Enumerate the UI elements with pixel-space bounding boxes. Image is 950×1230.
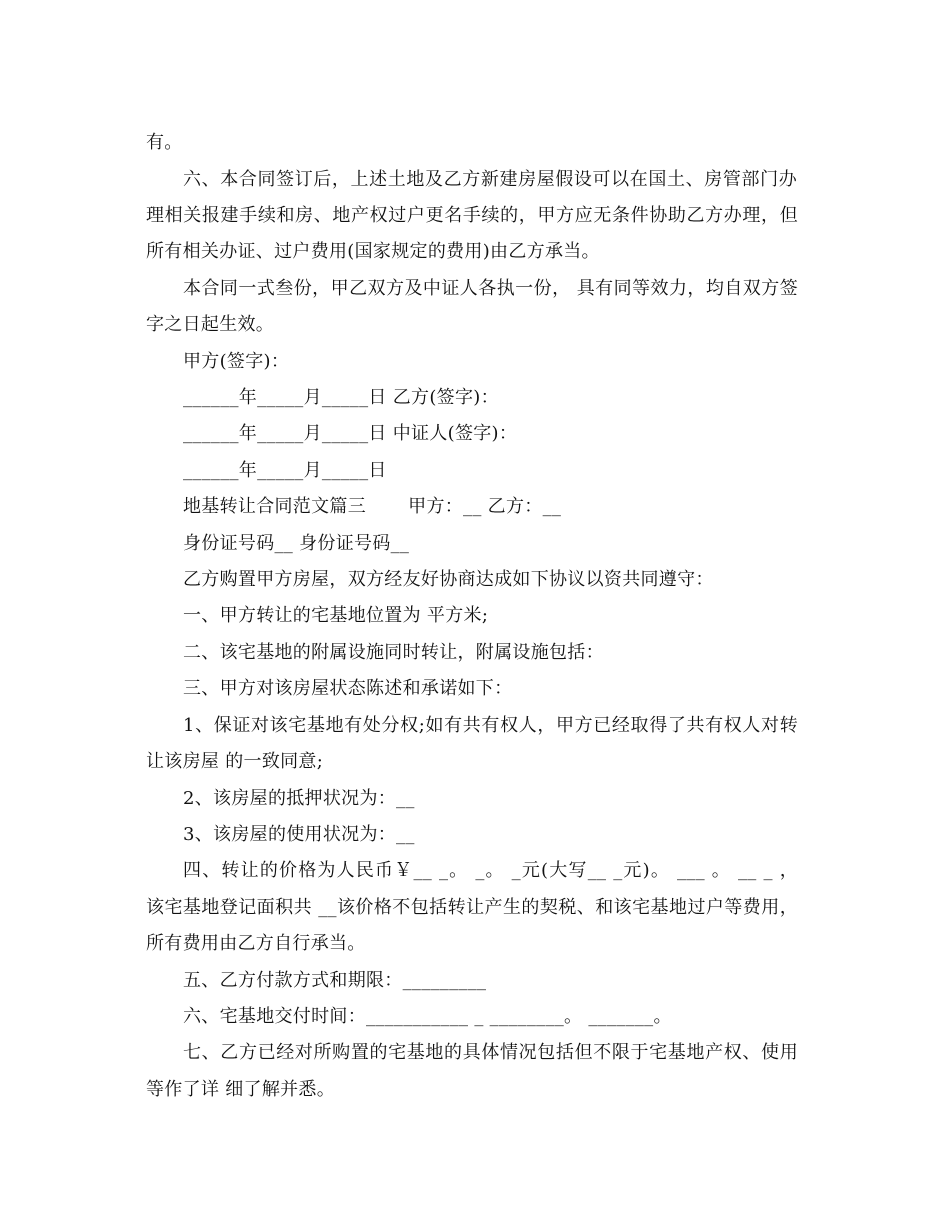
text-line: 四、转让的价格为人民币￥__ _。 _。 _元(大写__ _元)。 ___ 。 __ _ ， [183,860,798,881]
text-line: 三、甲方对该房屋状态陈述和承诺如下： [183,678,513,699]
text-line: 理相关报建手续和房、地产权过户更名手续的，甲方应无条件协助乙方办理，但 [146,205,798,226]
text-line: 五、乙方付款方式和期限：_________ [183,970,487,991]
section-heading: 地基转让合同范文篇三 甲方：__ 乙方：__ [183,496,562,517]
text-line: 一、甲方转让的宅基地位置为 平方米; [183,605,489,626]
text-line: 3、该房屋的使用状况为：__ [183,824,415,845]
text-line: 身份证号码__ 身份证号码__ [183,533,410,554]
text-line: 有。 [146,132,183,153]
text-line: 七、乙方已经对所购置的宅基地的具体情况包括但不限于宅基地产权、使用 [183,1042,798,1063]
text-line: 本合同一式叁份，甲乙双方及中证人各执一份， 具有同等效力，均自双方签 [183,278,798,299]
signature-date-line: ______年_____月_____日 中证人(签字)： [183,423,518,444]
text-line: 让该房屋 的一致同意; [146,751,324,772]
text-line: 六、宅基地交付时间：___________ _ ________。 _______。 [183,1006,672,1027]
text-line: 甲方(签字)： [183,351,290,372]
text-line: 二、该宅基地的附属设施同时转让，附属设施包括： [183,642,604,663]
text-line: 1、保证对该宅基地有处分权;如有共有权人，甲方已经取得了共有权人对转 [183,715,798,736]
signature-date-line: ______年_____月_____日 乙方(签字)： [183,387,499,408]
text-line: 字之日起生效。 [146,314,275,335]
text-line: 六、本合同签订后，上述土地及乙方新建房屋假设可以在国土、房管部门办 [183,169,797,190]
text-line: 等作了详 细了解并悉。 [146,1079,336,1100]
text-line: 该宅基地登记面积共 __该价格不包括转让产生的契税、和该宅基地过户等费用， [146,897,798,918]
text-line: 所有相关办证、过户费用(国家规定的费用)由乙方承当。 [146,241,600,262]
text-line: 乙方购置甲方房屋，双方经友好协商达成如下协议以资共同遵守： [183,569,714,590]
signature-date-line: ______年_____月_____日 [183,460,387,481]
text-line: 2、该房屋的抵押状况为：__ [183,788,415,809]
text-line: 所有费用由乙方自行承当。 [146,933,366,954]
